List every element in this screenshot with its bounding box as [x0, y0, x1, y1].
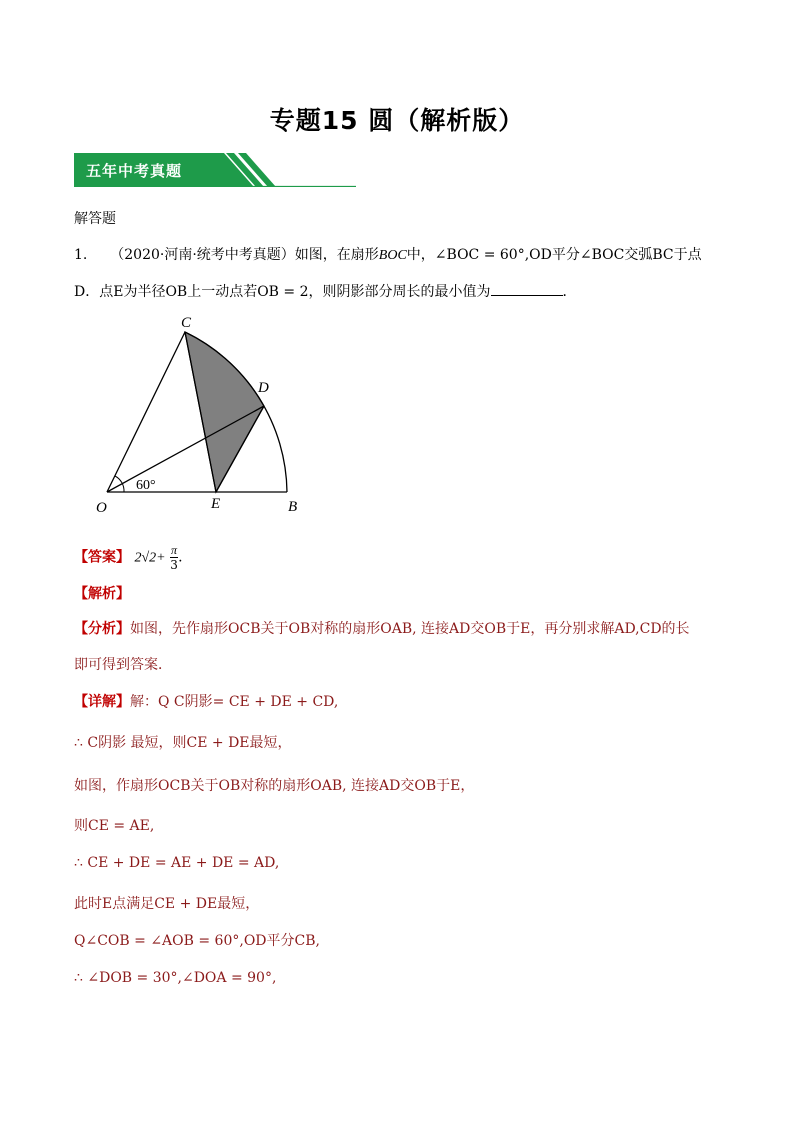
answer-value: 2√2+: [134, 550, 166, 566]
sector-diagram: [92, 310, 322, 520]
question-number: 1.: [74, 247, 88, 263]
label-b: B: [288, 499, 298, 515]
detail-line-7: Q∠COB = ∠AOB = 60°,OD平分CB,: [74, 933, 320, 949]
detail-line-8: ∴ ∠DOB = 30°,∠DOA = 90°,: [74, 970, 277, 986]
detail-line-1: [74, 691, 338, 711]
analysis-heading: [74, 583, 130, 603]
angle-arc: [115, 476, 124, 492]
detail-line-2: ∴ C阴影 最短，则CE + DE最短，: [74, 735, 292, 751]
answer-end: .: [178, 549, 183, 566]
fraction-numerator: π: [171, 543, 178, 557]
analysis-line-1: [74, 618, 690, 638]
answer-blank: [491, 283, 563, 296]
section-banner: [74, 153, 356, 187]
detail-line-3: 如图，作扇形OCB关于OB对称的扇形OAB, 连接AD交OB于E，: [74, 778, 475, 794]
question-line2-end: ．: [562, 284, 577, 300]
section-type: 解答题: [74, 211, 116, 227]
geometry-figure: [92, 310, 322, 524]
question-line-2: [74, 281, 577, 301]
question-line-1: [74, 244, 702, 264]
answer-fraction: [170, 543, 178, 572]
detail-line-6: 此时E点满足CE + DE最短，: [74, 896, 260, 912]
analysis-label: 【解析】: [74, 586, 130, 602]
detail-label: 【详解】: [74, 694, 130, 710]
fenxi-label: 【分析】: [74, 621, 130, 637]
label-e: E: [211, 496, 221, 512]
label-c: C: [181, 315, 192, 331]
page-title: 专题15 圆（解析版）: [269, 106, 525, 135]
detail-line-4: 则CE = AE,: [74, 818, 155, 834]
question-line1-tail: 中，∠BOC = 60°,OD平分∠BOC交弧BC于点: [406, 247, 702, 263]
answer-line: [74, 543, 183, 572]
label-d: D: [258, 380, 269, 396]
question-line2-text: D．点E为半径OB上一动点若OB = 2，则阴影部分周长的最小值为: [74, 284, 491, 300]
angle-label: 60°: [136, 478, 156, 493]
sector-name: BOC: [378, 248, 407, 263]
banner-text: 五年中考真题: [86, 162, 183, 180]
answer-label: 【答案】: [74, 549, 130, 566]
question-source: （2020·河南·统考中考真题）如图，在扇形: [110, 247, 379, 263]
analysis-text-1: 如图，先作扇形OCB关于OB对称的扇形OAB, 连接AD交OB于E，再分别求解AD,CD的长: [130, 621, 690, 637]
detail-line-5: ∴ CE + DE = AE + DE = AD,: [74, 855, 280, 871]
label-o: O: [96, 500, 107, 516]
analysis-line-2: 即可得到答案．: [74, 657, 172, 673]
detail-text-1: 解：Q C阴影= CE + DE + CD,: [130, 694, 339, 710]
fraction-denominator: 3: [170, 558, 178, 572]
radius-oc: [107, 332, 185, 492]
